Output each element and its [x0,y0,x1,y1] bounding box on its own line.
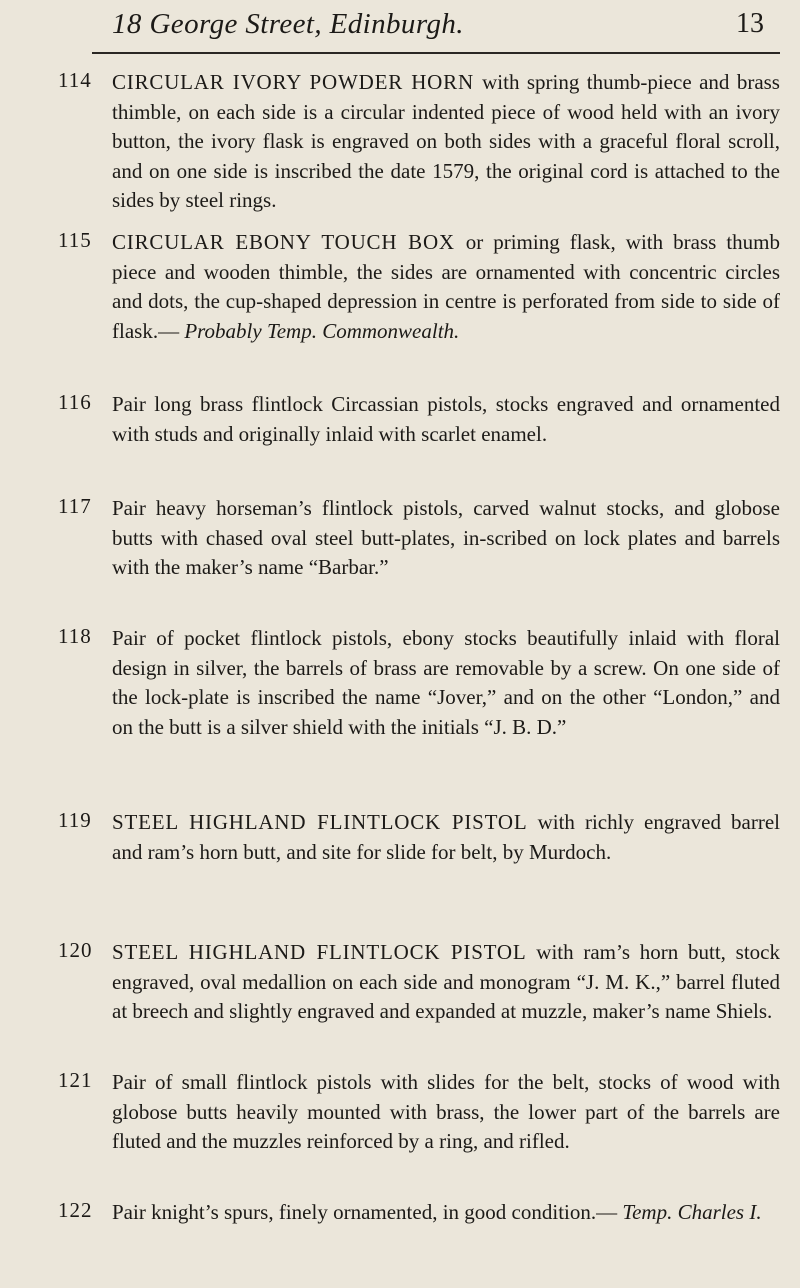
lot-number: 116 [58,390,92,414]
entry-lead: STEEL HIGHLAND FLINTLOCK PISTOL [112,940,537,964]
entry-text [112,1068,780,1157]
page-number: 13 [736,8,764,39]
lot-number: 114 [58,68,92,92]
entry-body: Pair of pocket flintlock pistols, ebony stocks beautifully inlaid with floral design in silver, the barrels of brass are removable by a screw. On one side of the lock-plate is inscribed the name “Jover,” and on the other “London,” and on the butt is a silver shield with the initials “J. B. D.” [112,626,780,739]
header-title: 18 George Street, Edinburgh. [112,8,464,40]
entry-body: Pair of small flintlock pistols with slides for the belt, stocks of wood with globose butts heavily mounted with brass, the lower part of the barrels are fluted and the muzzles reinforced by a ring, and rifled. [112,1070,780,1153]
lot-number: 117 [58,494,92,518]
entry-text [112,808,780,867]
entry-text [112,390,780,449]
entry-body: with richly engraved barrel and ram’s horn butt, and site for slide for belt, by Murdoch. [112,810,780,864]
lot-number: 120 [58,938,93,962]
entry-date-note: Temp. Charles I. [622,1200,762,1224]
entry-text [112,228,780,346]
entry-body: with spring thumb-piece and brass thimble, on each side is a circular indented piece of wood held with an ivory button, the ivory flask is engraved on both sides with a graceful floral scroll, and on one side is inscribed the date 1579, the original cord is attached to the sides by steel rings. [112,70,780,212]
entry-date-note: Probably Temp. Commonwealth. [184,318,460,343]
lot-number: 115 [58,228,92,252]
lot-number: 122 [58,1198,93,1222]
entry-lead: CIRCULAR EBONY TOUCH BOX [112,230,466,254]
entry-lead: CIRCULAR IVORY POWDER HORN [112,70,483,94]
header-rule [92,52,780,54]
entry-text [112,624,780,742]
entry-body: Pair heavy horseman’s flintlock pistols, carved walnut stocks, and globose butts with chased oval steel butt-plates, in-scribed on lock plates and barrels with the maker’s name “Barbar.” [112,496,780,579]
entry-body: with ram’s horn butt, stock engraved, oval medallion on each side and monogram “J. M. K.,” barrel fluted at breech and slightly engraved and expanded at muzzle, maker’s name Shiels. [112,940,780,1023]
entry-text [112,938,780,1027]
lot-number: 118 [58,624,92,648]
lot-number: 119 [58,808,92,832]
entry-body: Pair long brass flintlock Circassian pistols, stocks engraved and ornamented with studs and originally inlaid with scarlet enamel. [112,392,780,446]
entry-text [112,68,780,216]
lot-number: 121 [58,1068,93,1092]
entry-body: or priming flask, with brass thumb piece and wooden thimble, the sides are ornamented with concentric circles and dots, the cup-shaped depression in centre is perforated from side to side of flask.— [112,230,780,343]
entry-text [112,1198,780,1228]
entry-text [112,494,780,583]
running-header [0,4,800,48]
entry-body: Pair knight’s spurs, finely ornamented, in good condition.— [112,1200,618,1224]
entry-lead: STEEL HIGHLAND FLINTLOCK PISTOL [112,810,538,834]
